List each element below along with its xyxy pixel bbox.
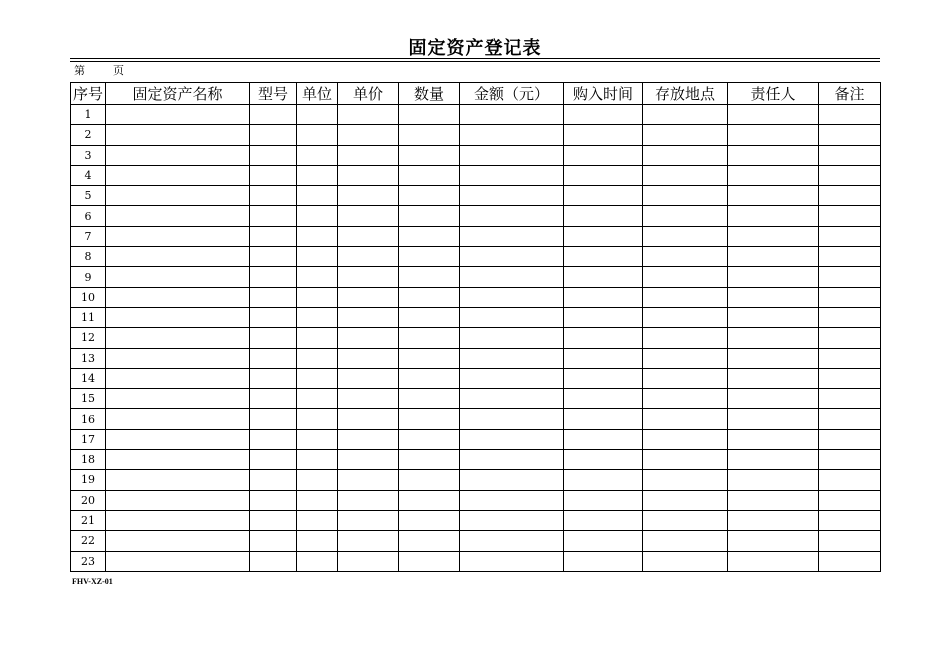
empty-cell[interactable]: [338, 348, 399, 368]
table-row: [71, 267, 881, 287]
empty-cell[interactable]: [106, 125, 250, 145]
empty-cell[interactable]: [297, 531, 338, 551]
table-row: [71, 105, 881, 125]
empty-cell[interactable]: [643, 267, 728, 287]
empty-cell[interactable]: [399, 105, 460, 125]
asset-register-table: [70, 82, 881, 572]
empty-cell[interactable]: [399, 307, 460, 327]
empty-cell[interactable]: [564, 165, 643, 185]
empty-cell[interactable]: [564, 389, 643, 409]
empty-cell[interactable]: [338, 165, 399, 185]
empty-cell[interactable]: [106, 186, 250, 206]
empty-cell[interactable]: [564, 328, 643, 348]
empty-cell[interactable]: [564, 206, 643, 226]
empty-cell[interactable]: [399, 409, 460, 429]
empty-cell[interactable]: [297, 125, 338, 145]
empty-cell[interactable]: [250, 328, 297, 348]
table-row: [71, 429, 881, 449]
empty-cell[interactable]: [643, 348, 728, 368]
empty-cell[interactable]: [460, 490, 564, 510]
empty-cell[interactable]: [297, 551, 338, 571]
empty-cell[interactable]: [106, 470, 250, 490]
empty-cell[interactable]: [728, 307, 819, 327]
empty-cell[interactable]: [297, 307, 338, 327]
empty-cell[interactable]: [460, 531, 564, 551]
empty-cell[interactable]: [819, 165, 881, 185]
empty-cell[interactable]: [399, 206, 460, 226]
empty-cell[interactable]: [106, 368, 250, 388]
empty-cell[interactable]: [819, 247, 881, 267]
empty-cell[interactable]: [338, 307, 399, 327]
empty-cell[interactable]: [297, 368, 338, 388]
empty-cell[interactable]: [297, 226, 338, 246]
empty-cell[interactable]: [399, 551, 460, 571]
row-number: 11: [71, 307, 106, 327]
empty-cell[interactable]: [564, 429, 643, 449]
empty-cell[interactable]: [399, 348, 460, 368]
row-number: 8: [71, 247, 106, 267]
empty-cell[interactable]: [399, 165, 460, 185]
empty-cell[interactable]: [564, 470, 643, 490]
empty-cell[interactable]: [297, 510, 338, 530]
empty-cell[interactable]: [460, 409, 564, 429]
empty-cell[interactable]: [460, 429, 564, 449]
empty-cell[interactable]: [297, 328, 338, 348]
empty-cell[interactable]: [728, 510, 819, 530]
empty-cell[interactable]: [643, 105, 728, 125]
empty-cell[interactable]: [106, 389, 250, 409]
empty-cell[interactable]: [643, 368, 728, 388]
empty-cell[interactable]: [250, 510, 297, 530]
empty-cell[interactable]: [460, 328, 564, 348]
empty-cell[interactable]: [250, 105, 297, 125]
empty-cell[interactable]: [399, 490, 460, 510]
empty-cell[interactable]: [250, 389, 297, 409]
table-row: [71, 125, 881, 145]
empty-cell[interactable]: [643, 409, 728, 429]
empty-cell[interactable]: [106, 287, 250, 307]
empty-cell[interactable]: [250, 409, 297, 429]
empty-cell[interactable]: [338, 267, 399, 287]
table-row: [71, 368, 881, 388]
empty-cell[interactable]: [250, 267, 297, 287]
page-suffix: 页: [113, 64, 124, 77]
row-number: 18: [71, 450, 106, 470]
title-divider-top: [70, 58, 880, 59]
row-number: 22: [71, 531, 106, 551]
empty-cell[interactable]: [297, 348, 338, 368]
empty-cell[interactable]: [564, 105, 643, 125]
table-row: [71, 287, 881, 307]
empty-cell[interactable]: [728, 551, 819, 571]
empty-cell[interactable]: [643, 490, 728, 510]
empty-cell[interactable]: [399, 328, 460, 348]
empty-cell[interactable]: [106, 307, 250, 327]
empty-cell[interactable]: [819, 267, 881, 287]
row-number: 4: [71, 165, 106, 185]
empty-cell[interactable]: [250, 206, 297, 226]
empty-cell[interactable]: [297, 429, 338, 449]
empty-cell[interactable]: [338, 287, 399, 307]
empty-cell[interactable]: [728, 409, 819, 429]
empty-cell[interactable]: [819, 186, 881, 206]
empty-cell[interactable]: [106, 409, 250, 429]
empty-cell[interactable]: [460, 165, 564, 185]
empty-cell[interactable]: [399, 368, 460, 388]
empty-cell[interactable]: [106, 551, 250, 571]
empty-cell[interactable]: [643, 247, 728, 267]
empty-cell[interactable]: [297, 247, 338, 267]
empty-cell[interactable]: [564, 409, 643, 429]
empty-cell[interactable]: [338, 450, 399, 470]
empty-cell[interactable]: [643, 470, 728, 490]
empty-cell[interactable]: [643, 125, 728, 145]
page-number-line: [74, 62, 124, 78]
table-row: [71, 450, 881, 470]
empty-cell[interactable]: [819, 531, 881, 551]
empty-cell[interactable]: [250, 186, 297, 206]
empty-cell[interactable]: [819, 510, 881, 530]
empty-cell[interactable]: [106, 105, 250, 125]
empty-cell[interactable]: [728, 348, 819, 368]
empty-cell[interactable]: [643, 531, 728, 551]
empty-cell[interactable]: [460, 450, 564, 470]
row-number: 7: [71, 226, 106, 246]
empty-cell[interactable]: [564, 368, 643, 388]
empty-cell[interactable]: [564, 125, 643, 145]
column-header: 型号: [250, 83, 297, 105]
empty-cell[interactable]: [338, 328, 399, 348]
row-number: 23: [71, 551, 106, 571]
empty-cell[interactable]: [643, 145, 728, 165]
table-row: [71, 247, 881, 267]
table-row: [71, 165, 881, 185]
row-number: 3: [71, 145, 106, 165]
empty-cell[interactable]: [728, 368, 819, 388]
empty-cell[interactable]: [106, 429, 250, 449]
row-number: 12: [71, 328, 106, 348]
empty-cell[interactable]: [460, 389, 564, 409]
header-row: [71, 83, 881, 105]
empty-cell[interactable]: [399, 450, 460, 470]
table-row: [71, 348, 881, 368]
column-header: 责任人: [728, 83, 819, 105]
empty-cell[interactable]: [106, 145, 250, 165]
table-row: [71, 389, 881, 409]
empty-cell[interactable]: [643, 551, 728, 571]
empty-cell[interactable]: [106, 247, 250, 267]
empty-cell[interactable]: [250, 145, 297, 165]
empty-cell[interactable]: [564, 450, 643, 470]
empty-cell[interactable]: [338, 551, 399, 571]
empty-cell[interactable]: [460, 145, 564, 165]
empty-cell[interactable]: [564, 510, 643, 530]
empty-cell[interactable]: [564, 287, 643, 307]
empty-cell[interactable]: [250, 531, 297, 551]
empty-cell[interactable]: [250, 226, 297, 246]
empty-cell[interactable]: [338, 105, 399, 125]
empty-cell[interactable]: [338, 145, 399, 165]
empty-cell[interactable]: [819, 470, 881, 490]
empty-cell[interactable]: [728, 328, 819, 348]
empty-cell[interactable]: [564, 226, 643, 246]
empty-cell[interactable]: [297, 145, 338, 165]
empty-cell[interactable]: [106, 328, 250, 348]
empty-cell[interactable]: [728, 531, 819, 551]
empty-cell[interactable]: [250, 165, 297, 185]
empty-cell[interactable]: [728, 226, 819, 246]
table-row: [71, 510, 881, 530]
empty-cell[interactable]: [106, 348, 250, 368]
empty-cell[interactable]: [297, 389, 338, 409]
empty-cell[interactable]: [399, 429, 460, 449]
empty-cell[interactable]: [460, 510, 564, 530]
table-row: [71, 551, 881, 571]
empty-cell[interactable]: [399, 125, 460, 145]
empty-cell[interactable]: [728, 470, 819, 490]
row-number: 16: [71, 409, 106, 429]
empty-cell[interactable]: [819, 328, 881, 348]
table-row: [71, 328, 881, 348]
empty-cell[interactable]: [250, 368, 297, 388]
empty-cell[interactable]: [819, 348, 881, 368]
form-title: 固定资产登记表: [408, 38, 542, 59]
empty-cell[interactable]: [643, 450, 728, 470]
empty-cell[interactable]: [460, 247, 564, 267]
empty-cell[interactable]: [564, 490, 643, 510]
empty-cell[interactable]: [106, 267, 250, 287]
table-row: [71, 490, 881, 510]
column-header: 单位: [297, 83, 338, 105]
empty-cell[interactable]: [460, 206, 564, 226]
empty-cell[interactable]: [106, 531, 250, 551]
empty-cell[interactable]: [399, 389, 460, 409]
empty-cell[interactable]: [106, 490, 250, 510]
empty-cell[interactable]: [643, 389, 728, 409]
column-header: 购入时间: [564, 83, 643, 105]
empty-cell[interactable]: [250, 247, 297, 267]
column-header: 备注: [819, 83, 881, 105]
table-row: [71, 307, 881, 327]
empty-cell[interactable]: [460, 348, 564, 368]
page-prefix: 第: [74, 64, 85, 77]
empty-cell[interactable]: [399, 470, 460, 490]
empty-cell[interactable]: [728, 125, 819, 145]
empty-cell[interactable]: [643, 307, 728, 327]
empty-cell[interactable]: [564, 531, 643, 551]
row-number: 5: [71, 186, 106, 206]
row-number: 19: [71, 470, 106, 490]
empty-cell[interactable]: [250, 307, 297, 327]
empty-cell[interactable]: [643, 429, 728, 449]
empty-cell[interactable]: [819, 368, 881, 388]
empty-cell[interactable]: [297, 490, 338, 510]
empty-cell[interactable]: [338, 429, 399, 449]
empty-cell[interactable]: [819, 490, 881, 510]
empty-cell[interactable]: [106, 450, 250, 470]
empty-cell[interactable]: [460, 470, 564, 490]
empty-cell[interactable]: [643, 186, 728, 206]
empty-cell[interactable]: [399, 267, 460, 287]
empty-cell[interactable]: [297, 267, 338, 287]
empty-cell[interactable]: [728, 450, 819, 470]
empty-cell[interactable]: [338, 531, 399, 551]
column-header: 金额（元）: [460, 83, 564, 105]
empty-cell[interactable]: [643, 226, 728, 246]
empty-cell[interactable]: [460, 307, 564, 327]
column-header: 单价: [338, 83, 399, 105]
empty-cell[interactable]: [106, 510, 250, 530]
row-number: 1: [71, 105, 106, 125]
row-number: 13: [71, 348, 106, 368]
empty-cell[interactable]: [728, 490, 819, 510]
empty-cell[interactable]: [564, 247, 643, 267]
empty-cell[interactable]: [819, 287, 881, 307]
empty-cell[interactable]: [338, 510, 399, 530]
empty-cell[interactable]: [399, 226, 460, 246]
empty-cell[interactable]: [338, 389, 399, 409]
empty-cell[interactable]: [250, 470, 297, 490]
empty-cell[interactable]: [728, 429, 819, 449]
empty-cell[interactable]: [338, 368, 399, 388]
empty-cell[interactable]: [728, 206, 819, 226]
empty-cell[interactable]: [338, 409, 399, 429]
empty-cell[interactable]: [819, 105, 881, 125]
empty-cell[interactable]: [106, 165, 250, 185]
row-number: 2: [71, 125, 106, 145]
column-header: 存放地点: [643, 83, 728, 105]
row-number: 17: [71, 429, 106, 449]
empty-cell[interactable]: [728, 145, 819, 165]
empty-cell[interactable]: [250, 490, 297, 510]
table-row: [71, 186, 881, 206]
row-number: 6: [71, 206, 106, 226]
empty-cell[interactable]: [460, 125, 564, 145]
empty-cell[interactable]: [564, 145, 643, 165]
empty-cell[interactable]: [338, 186, 399, 206]
table-row: [71, 145, 881, 165]
row-number: 20: [71, 490, 106, 510]
empty-cell[interactable]: [564, 551, 643, 571]
empty-cell[interactable]: [728, 267, 819, 287]
empty-cell[interactable]: [250, 429, 297, 449]
empty-cell[interactable]: [250, 287, 297, 307]
table-row: [71, 531, 881, 551]
empty-cell[interactable]: [338, 470, 399, 490]
empty-cell[interactable]: [250, 348, 297, 368]
empty-cell[interactable]: [728, 247, 819, 267]
empty-cell[interactable]: [819, 206, 881, 226]
empty-cell[interactable]: [819, 450, 881, 470]
empty-cell[interactable]: [106, 206, 250, 226]
empty-cell[interactable]: [399, 247, 460, 267]
empty-cell[interactable]: [297, 409, 338, 429]
empty-cell[interactable]: [460, 551, 564, 571]
row-number: 9: [71, 267, 106, 287]
empty-cell[interactable]: [460, 105, 564, 125]
row-number: 14: [71, 368, 106, 388]
empty-cell[interactable]: [819, 307, 881, 327]
empty-cell[interactable]: [297, 470, 338, 490]
empty-cell[interactable]: [338, 226, 399, 246]
empty-cell[interactable]: [297, 287, 338, 307]
table-row: [71, 409, 881, 429]
empty-cell[interactable]: [819, 551, 881, 571]
empty-cell[interactable]: [728, 165, 819, 185]
empty-cell[interactable]: [460, 267, 564, 287]
empty-cell[interactable]: [643, 287, 728, 307]
empty-cell[interactable]: [819, 226, 881, 246]
row-number: 10: [71, 287, 106, 307]
empty-cell[interactable]: [460, 186, 564, 206]
empty-cell[interactable]: [338, 206, 399, 226]
empty-cell[interactable]: [250, 125, 297, 145]
empty-cell[interactable]: [297, 105, 338, 125]
table-row: [71, 206, 881, 226]
empty-cell[interactable]: [564, 348, 643, 368]
title-divider-bottom: [70, 61, 880, 62]
row-number: 15: [71, 389, 106, 409]
empty-cell[interactable]: [728, 287, 819, 307]
empty-cell[interactable]: [399, 287, 460, 307]
empty-cell[interactable]: [399, 145, 460, 165]
empty-cell[interactable]: [564, 307, 643, 327]
column-header: 数量: [399, 83, 460, 105]
empty-cell[interactable]: [643, 165, 728, 185]
empty-cell[interactable]: [728, 389, 819, 409]
table-row: [71, 470, 881, 490]
empty-cell[interactable]: [643, 206, 728, 226]
empty-cell[interactable]: [399, 531, 460, 551]
empty-cell[interactable]: [460, 226, 564, 246]
empty-cell[interactable]: [460, 368, 564, 388]
empty-cell[interactable]: [297, 165, 338, 185]
empty-cell[interactable]: [297, 206, 338, 226]
empty-cell[interactable]: [297, 450, 338, 470]
empty-cell[interactable]: [297, 186, 338, 206]
empty-cell[interactable]: [338, 490, 399, 510]
table-row: [71, 226, 881, 246]
empty-cell[interactable]: [643, 510, 728, 530]
empty-cell[interactable]: [399, 186, 460, 206]
empty-cell[interactable]: [106, 226, 250, 246]
empty-cell[interactable]: [728, 105, 819, 125]
empty-cell[interactable]: [819, 429, 881, 449]
empty-cell[interactable]: [643, 328, 728, 348]
empty-cell[interactable]: [250, 551, 297, 571]
empty-cell[interactable]: [819, 389, 881, 409]
empty-cell[interactable]: [819, 145, 881, 165]
empty-cell[interactable]: [399, 510, 460, 530]
empty-cell[interactable]: [564, 267, 643, 287]
empty-cell[interactable]: [338, 247, 399, 267]
empty-cell[interactable]: [819, 125, 881, 145]
form-code: FHV-XZ-01: [72, 577, 113, 586]
empty-cell[interactable]: [460, 287, 564, 307]
column-header: 序号: [71, 83, 106, 105]
empty-cell[interactable]: [564, 186, 643, 206]
empty-cell[interactable]: [728, 186, 819, 206]
row-number: 21: [71, 510, 106, 530]
column-header: 固定资产名称: [106, 83, 250, 105]
empty-cell[interactable]: [338, 125, 399, 145]
empty-cell[interactable]: [250, 450, 297, 470]
empty-cell[interactable]: [819, 409, 881, 429]
